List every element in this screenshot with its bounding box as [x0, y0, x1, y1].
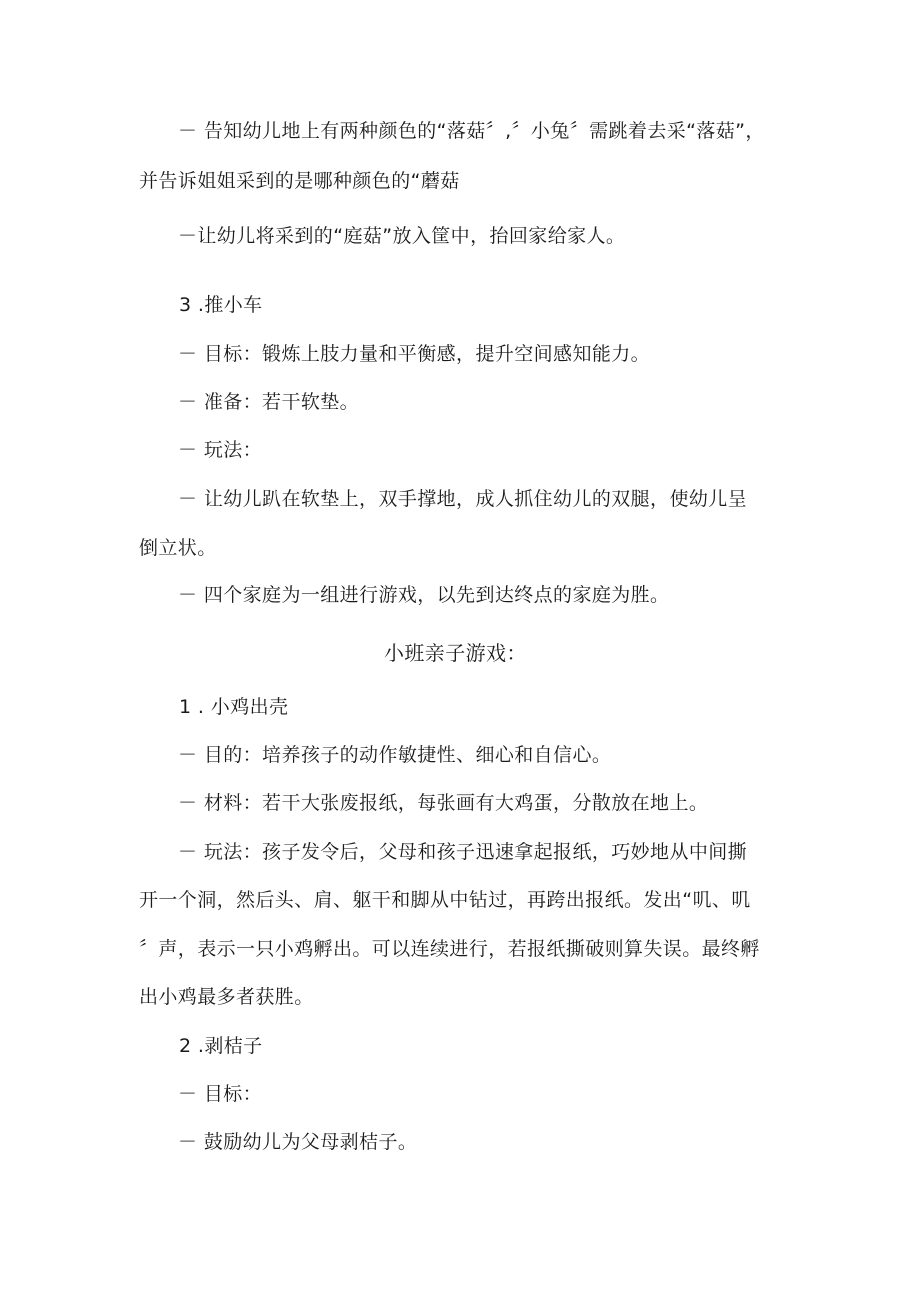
- section-heading: 3 .推小车: [179, 294, 263, 316]
- paragraph-line: 出小鸡最多者获胜。: [139, 986, 314, 1008]
- paragraph-line: － 四个家庭为一组进行游戏，以先到达终点的家庭为胜。: [178, 584, 670, 606]
- section-title: 小班亲子游戏：: [384, 641, 527, 665]
- paragraph-line: －让幼儿将采到的“庭菇”放入筐中，抬回家给家人。: [178, 225, 626, 247]
- section-heading: 1 . 小鸡出壳: [179, 696, 289, 718]
- paragraph-line: 并告诉姐姐采到的是哪种颜色的“蘑菇: [139, 170, 460, 192]
- paragraph-line: － 材料：若干大张废报纸，每张画有大鸡蛋，分散放在地上。: [178, 792, 709, 814]
- paragraph-line: － 目标：: [178, 1083, 263, 1105]
- paragraph-line: － 告知幼儿地上有两种颜色的“落菇〞,〞小兔〞需跳着去采“落菇”，: [178, 120, 765, 142]
- section-heading: 2 .剥桔子: [179, 1035, 263, 1057]
- paragraph-line: 倒立状。: [139, 537, 217, 559]
- paragraph-line: 〞声，表示一只小鸡孵出。可以连续进行，若报纸撕破则算失误。最终孵: [139, 938, 760, 960]
- paragraph-line: － 目标：锻炼上肢力量和平衡感，提升空间感知能力。: [178, 343, 651, 365]
- paragraph-line: － 准备：若干软垫。: [178, 391, 360, 413]
- paragraph-line: － 玩法：孩子发令后，父母和孩子迅速拿起报纸，巧妙地从中间撕: [178, 841, 748, 863]
- paragraph-line: － 鼓励幼儿为父母剥桔子。: [178, 1131, 418, 1153]
- paragraph-line: － 让幼儿趴在软垫上，双手撑地，成人抓住幼儿的双腿，使幼儿呈: [178, 488, 748, 510]
- paragraph-line: － 玩法：: [178, 439, 263, 461]
- paragraph-line: － 目的：培养孩子的动作敏捷性、细心和自信心。: [178, 744, 612, 766]
- paragraph-line: 开一个洞，然后头、肩、躯干和脚从中钻过，再跨出报纸。发出“叽、叽: [139, 889, 751, 911]
